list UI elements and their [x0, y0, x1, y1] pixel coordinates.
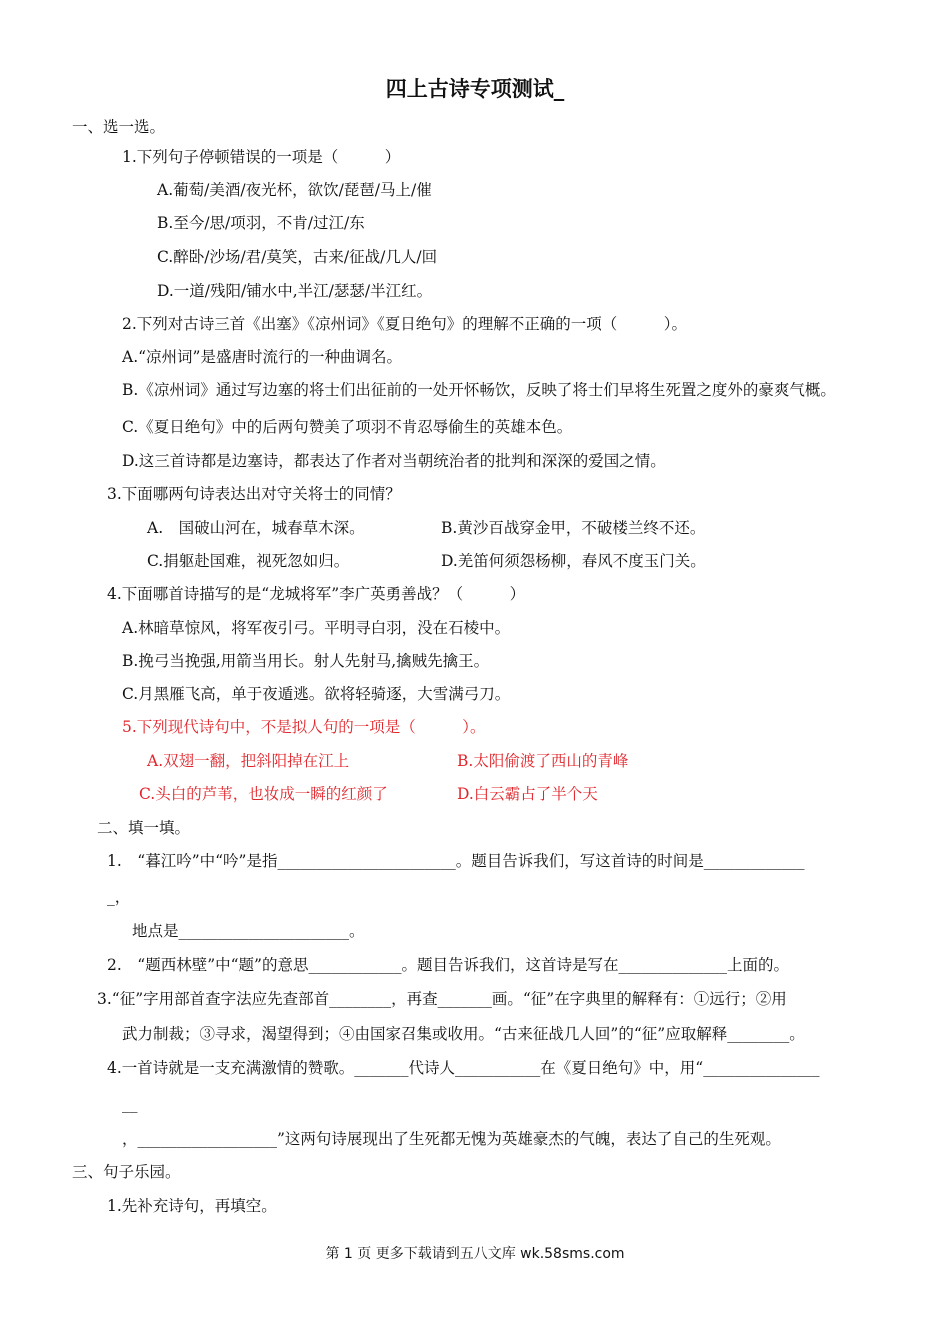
- q3-option-d: D.羌笛何须怨杨柳，春风不度玉门关。: [441, 552, 706, 570]
- fill-q1-line-1: 1. “暮江吟”中“吟”是指_______________________。题目告诉我们，写这首诗的时间是_____________: [107, 852, 805, 870]
- fill-q1-line-3: 地点是______________________。: [132, 922, 365, 940]
- fill-q4-line-1: 4.一首诗就是一支充满激情的赞歌。_______代诗人___________在《夏日绝句》中，用“_______________: [107, 1059, 820, 1077]
- fill-q2-line-1: 2. “题西林壁”中“题”的意思____________。题目告诉我们，这首诗是写在______________上面的。: [107, 956, 789, 974]
- q3-option-c: C.捐躯赴国难，视死忽如归。: [147, 552, 350, 570]
- q4-option-a: A.林暗草惊风，将军夜引弓。平明寻白羽，没在石棱中。: [122, 619, 511, 637]
- q3-option-b: B.黄沙百战穿金甲，不破楼兰终不还。: [441, 519, 706, 537]
- q5-option-d: D.白云霸占了半个天: [457, 785, 598, 803]
- q1-stem: 1.下列句子停顿错误的一项是（ ）: [122, 148, 401, 166]
- q2-option-a: A.“凉州词”是盛唐时流行的一种曲调名。: [122, 348, 402, 366]
- q5-option-b: B.太阳偷渡了西山的青峰: [457, 752, 629, 770]
- q3-option-a: A. 国破山河在，城春草木深。: [147, 519, 365, 537]
- q1-option-c: C.醉卧/沙场/君/莫笑，古来/征战/几人/回: [157, 248, 438, 266]
- fill-q4-line-3: ，__________________”这两句诗展现出了生死都无愧为英雄豪杰的气魄，表达了自己的生死观。: [122, 1130, 781, 1148]
- fill-q4-line-2: __: [122, 1095, 138, 1113]
- q5-option-a: A.双翅一翻，把斜阳掉在江上: [147, 752, 350, 770]
- q5-option-c: C.头白的芦苇，也妆成一瞬的红颜了: [139, 785, 388, 803]
- q4-option-b: B.挽弓当挽强,用箭当用长。射人先射马,擒贼先擒王。: [122, 652, 490, 670]
- page-title: 四上古诗专项测试_: [385, 77, 565, 101]
- q4-stem: 4.下面哪首诗描写的是“龙城将军”李广英勇善战？（ ）: [107, 585, 526, 603]
- section-3-heading: 三、句子乐园。: [72, 1163, 181, 1181]
- q2-option-c: C.《夏日绝句》中的后两句赞美了项羽不肯忍辱偷生的英雄本色。: [122, 418, 573, 436]
- q1-option-d: D.一道/残阳/铺水中,半江/瑟瑟/半江红。: [157, 282, 433, 300]
- sentence-q1: 1.先补充诗句，再填空。: [107, 1197, 277, 1215]
- page-footer: 第 1 页 更多下载请到五八文库 wk.58sms.com: [325, 1246, 625, 1262]
- fill-q3-line-1: 3.“征”字用部首查字法应先查部首________，再查_______画。“征”在字典里的解释有：①远行；②用: [97, 990, 787, 1008]
- section-1-heading: 一、选一选。: [72, 118, 166, 136]
- q1-option-a: A.葡萄/美酒/夜光杯，欲饮/琵琶/马上/催: [157, 181, 432, 199]
- q2-option-d: D.这三首诗都是边塞诗，都表达了作者对当朝统治者的批判和深深的爱国之情。: [122, 452, 666, 470]
- fill-q1-line-2: _，: [107, 888, 131, 906]
- q5-stem: 5.下列现代诗句中，不是拟人句的一项是（ ）。: [122, 718, 486, 736]
- q3-stem: 3.下面哪两句诗表达出对守关将士的同情？: [107, 485, 401, 503]
- q2-stem: 2.下列对古诗三首《出塞》《凉州词》《夏日绝句》的理解不正确的一项（ ）。: [122, 315, 688, 333]
- q1-option-b: B.至今/思/项羽，不肯/过江/东: [157, 214, 365, 232]
- q2-option-b: B.《凉州词》通过写边塞的将士们出征前的一处开怀畅饮，反映了将士们早将生死置之度外的豪爽气概。: [122, 381, 836, 399]
- fill-q3-line-2: 武力制裁；③寻求，渴望得到；④由国家召集或收用。“古来征战几人回”的“征”应取解释________。: [122, 1025, 805, 1043]
- q4-option-c: C.月黑雁飞高，单于夜遁逃。欲将轻骑逐，大雪满弓刀。: [122, 685, 511, 703]
- section-2-heading: 二、填一填。: [97, 819, 191, 837]
